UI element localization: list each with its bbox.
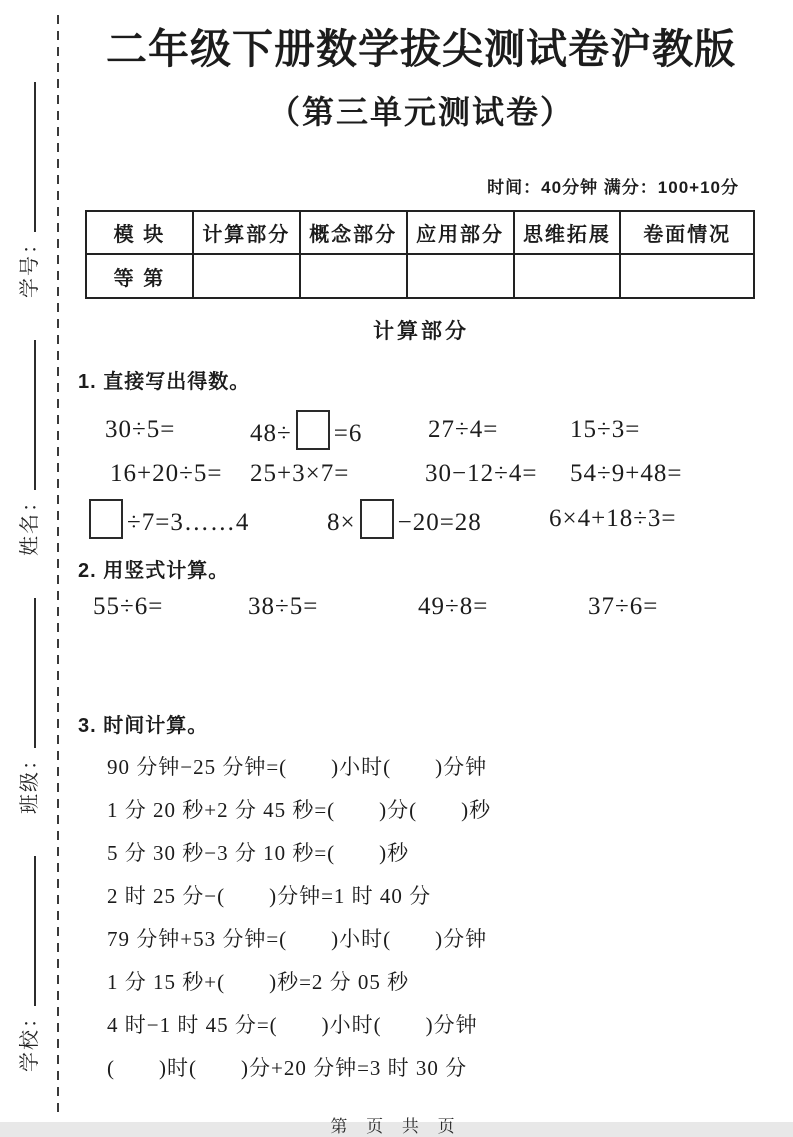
time-calculation-line: 5 分 30 秒−3 分 10 秒=( )秒 [107,841,410,866]
score-table-header-row [86,211,754,254]
score-header-thinking: 思维拓展 [514,211,621,254]
problem-1-row-1 [85,408,757,452]
school-blank-line [16,856,36,1006]
expression: 8× −20=28 [327,499,549,539]
expression: 30−12÷4= [425,460,538,488]
time-calculation-line: ( )时( )分+20 分钟=3 时 30 分 [107,1056,468,1081]
student-info-margin [13,82,47,1072]
page-number-footer: 第 页 共 页 [330,1117,462,1137]
score-cell [514,254,621,298]
expression: 54÷9+48= [570,460,683,488]
expression: 49÷8= [418,593,489,621]
page-subtitle: （第三单元测试卷） [267,94,574,131]
score-cell [193,254,300,298]
expression: 30÷5= [105,416,176,444]
score-table-grade-row [86,254,754,298]
binding-dashed-line [57,15,59,1112]
answer-box [89,499,123,539]
problem-1-row-3 [85,496,757,542]
name-label: 姓名： [19,490,41,556]
score-cell [620,254,754,298]
page-title: 二年级下册数学拔尖测试卷沪教版 [106,26,736,72]
student-number-blank-line [16,82,36,232]
name-blank-line [16,340,36,490]
score-header-presentation: 卷面情况 [620,211,754,254]
expression: ÷7=3……4 [85,499,327,539]
student-number-label: 学号： [19,232,41,298]
expression: 37÷6= [588,593,659,621]
time-calculation-line: 1 分 20 秒+2 分 45 秒=( )分( )秒 [107,798,492,823]
expression: 25+3×7= [250,460,350,488]
time-calculation-line: 1 分 15 秒+( )秒=2 分 05 秒 [107,970,410,995]
name-field [13,340,42,556]
time-calculation-line: 90 分钟−25 分钟=( )小时( )分钟 [107,755,488,780]
expression: 16+20÷5= [110,460,223,488]
score-header-concept: 概念部分 [300,211,407,254]
expression: 48÷ =6 [250,410,428,450]
answer-box [296,410,330,450]
school-field [13,856,42,1072]
main-content [78,0,757,1137]
score-header-module: 模 块 [86,211,193,254]
problem-2-heading: 2. 用竖式计算。 [78,560,230,583]
problem-1-row-2 [85,458,757,490]
time-calculation-line: 2 时 25 分−( )分钟=1 时 40 分 [107,884,432,909]
expression: 6×4+18÷3= [549,505,677,533]
class-field [13,598,42,814]
school-label: 学校： [19,1006,41,1072]
section-title: 计算部分 [373,320,469,344]
class-label: 班级： [19,748,41,814]
answer-box [360,499,394,539]
score-header-application: 应用部分 [407,211,514,254]
time-calculation-line: 79 分钟+53 分钟=( )小时( )分钟 [107,927,488,952]
student-number-field [13,82,42,298]
expression: 38÷5= [248,593,319,621]
expression: 15÷3= [570,416,641,444]
class-blank-line [16,598,36,748]
problem-1-heading: 1. 直接写出得数。 [78,371,251,394]
score-header-calculation: 计算部分 [193,211,300,254]
problem-2-row [85,591,757,623]
problem-3-lines [85,746,757,1090]
score-cell [300,254,407,298]
score-cell [407,254,514,298]
grade-row-label: 等 第 [86,254,193,298]
exam-time-score-info: 时间：40分钟 满分：100+10分 [487,178,739,198]
time-calculation-line: 4 时−1 时 45 分=( )小时( )分钟 [107,1013,478,1038]
expression: 55÷6= [93,593,164,621]
expression: 27÷4= [428,416,499,444]
score-table [85,210,755,299]
problem-3-heading: 3. 时间计算。 [78,715,209,738]
